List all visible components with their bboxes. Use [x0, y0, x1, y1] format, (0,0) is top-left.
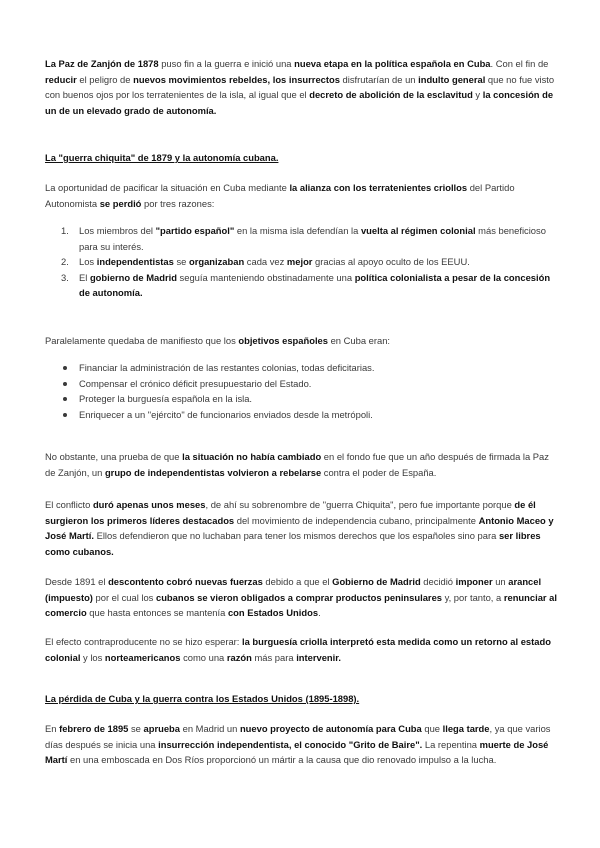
bullet-icon: [63, 366, 67, 370]
objective-text: Proteger la burguesía española en la isla.: [79, 393, 253, 405]
text-run: En: [45, 723, 60, 734]
paragraph-objetivos: [45, 333, 560, 349]
text-run: La oportunidad de pacificar la situación en Cuba mediante: [45, 182, 290, 193]
bold-phrase: descontento cobró nuevas fuerzas: [108, 576, 263, 587]
bold-phrase: insurrección independentista, el conocido "Grito de Baire".: [158, 738, 423, 750]
text-run: No obstante, una prueba de que: [45, 451, 183, 462]
bold-phrase: vuelta al régimen colonial: [360, 225, 476, 236]
paragraph-oportunidad: [45, 180, 560, 211]
text-run: se: [128, 723, 144, 734]
objective-item: [45, 407, 560, 423]
text-run: disfrutarían de un: [339, 73, 419, 85]
objective-item: [45, 376, 560, 392]
text-run: cada vez: [244, 256, 287, 268]
list-number: 1.: [61, 225, 69, 236]
reason-item: [45, 254, 560, 270]
text-run: más beneficioso para su interés.: [79, 225, 546, 252]
text-run: más para: [251, 651, 297, 663]
bullet-icon: [63, 413, 67, 417]
bold-phrase: decreto de abolición de la esclavitud: [309, 89, 473, 101]
bold-phrase: La Paz de Zanjón de 1878: [45, 58, 159, 69]
bold-phrase: de él surgieron los primeros líderes destacados: [45, 499, 536, 526]
bold-phrase: mejor: [286, 256, 313, 268]
bold-phrase: nuevo proyecto de autonomía para Cuba: [239, 723, 422, 734]
reason-item: [45, 270, 560, 301]
text-run: en el fondo fue que un año después de firmada la Paz de Zanjón, un: [45, 451, 549, 478]
bold-phrase: con Estados Unidos: [227, 607, 319, 619]
bold-phrase: indulto general: [418, 73, 486, 85]
bold-phrase: duró apenas unos meses: [92, 499, 206, 510]
text-run: en Cuba eran:: [327, 335, 391, 346]
text-run: que hasta entonces se mantenía: [86, 607, 228, 619]
text-run: en la misma isla defendían la: [234, 225, 361, 236]
bullet-icon: [63, 397, 67, 401]
bold-phrase: "partido español": [155, 225, 235, 236]
paragraph-no-obstante: [45, 449, 560, 480]
text-run: Desde 1891 el: [45, 576, 109, 587]
paragraph-paz-zanjon: [45, 56, 560, 118]
text-run: en Madrid un: [180, 723, 240, 734]
bold-phrase: Antonio Maceo y José Martí.: [45, 514, 554, 542]
text-run: .: [318, 607, 321, 619]
bold-phrase: la burguesía criolla interpretó esta medida como un retorno al estado colonial: [45, 636, 551, 663]
bold-phrase: Gobierno de Madrid: [332, 576, 421, 587]
text-run: . Con el fin de: [490, 58, 549, 69]
list-number: 3.: [61, 271, 69, 283]
paragraph-febrero-1895: [45, 721, 560, 768]
bold-phrase: organizaban: [188, 256, 245, 268]
paragraph-efecto: [45, 634, 560, 665]
bold-phrase: aprueba: [143, 723, 180, 734]
bold-phrase: imponer: [455, 576, 493, 587]
bold-phrase: la alianza con los terratenientes criollos: [289, 182, 468, 193]
section-heading-guerra-chiquita: La "guerra chiquita" de 1879 y la autonomía cubana.: [45, 152, 279, 163]
list-number: 2.: [61, 256, 69, 268]
text-run: decidió: [420, 576, 456, 587]
text-run: que: [421, 723, 443, 734]
text-run: del movimiento de independencia cubano, principalmente: [234, 514, 479, 526]
bold-phrase: reducir: [45, 73, 77, 85]
objective-text: Compensar el crónico déficit presupuestario del Estado.: [79, 377, 312, 389]
text-run: debido a que el: [262, 576, 333, 587]
bold-phrase: intervenir.: [296, 651, 341, 663]
text-run: en una emboscada en Dos Ríos proporcionó un mártir a la causa que dio renovado impulso a la lucha.: [67, 754, 497, 766]
bold-phrase: cubanos se vieron obligados a comprar productos peninsulares: [155, 591, 442, 603]
objective-text: Enriquecer a un "ejército" de funcionarios enviados desde la metrópoli.: [79, 408, 373, 420]
bold-phrase: febrero de 1895: [59, 723, 129, 734]
bold-phrase: nuevos movimientos rebeldes, los insurrectos: [133, 73, 340, 85]
text-run: gracias al apoyo oculto de los EEUU.: [312, 256, 470, 268]
bold-phrase: independentistas: [96, 256, 174, 268]
objective-text: Financiar la administración de las restantes colonias, todas deficitarias.: [79, 362, 375, 373]
text-run: , de ahí su sobrenombre de "guerra Chiquita", pero fue importante porque: [205, 499, 515, 510]
text-run: Los miembros del: [79, 225, 156, 236]
text-run: El: [79, 271, 90, 283]
text-run: El conflicto: [45, 499, 93, 510]
reason-item: [45, 223, 560, 254]
objective-item: [45, 360, 560, 376]
bold-phrase: nueva etapa en la política española en Cuba: [294, 58, 491, 69]
text-run: el peligro de: [76, 73, 134, 85]
text-run: y, por tanto, a: [442, 591, 504, 603]
text-run: Los: [79, 256, 97, 268]
bold-phrase: razón: [226, 651, 252, 663]
section-heading-perdida-cuba: La pérdida de Cuba y la guerra contra los Estados Unidos (1895-1898).: [45, 693, 360, 704]
text-run: Paralelamente quedaba de manifiesto que los: [45, 335, 239, 346]
paragraph-conflicto: [45, 497, 560, 559]
bold-phrase: grupo de independentistas volvieron a rebelarse: [104, 466, 322, 478]
text-run: se: [173, 256, 189, 268]
bold-phrase: gobierno de Madrid: [89, 271, 177, 283]
text-run: por tres razones:: [141, 197, 215, 209]
text-run: por el cual los: [92, 591, 156, 603]
objectives-list: [45, 360, 560, 422]
bold-phrase: renunciar al comercio: [45, 591, 557, 619]
bold-phrase: la concesión de un de un elevado grado de autonomía.: [45, 89, 554, 116]
reasons-list: [45, 223, 560, 301]
bold-phrase: arancel (impuesto): [45, 576, 542, 603]
bold-phrase: se perdió: [99, 197, 142, 209]
text-run: El efecto contraproducente no se hizo esperar:: [45, 636, 242, 647]
text-run: contra el poder de España.: [321, 466, 437, 478]
bold-phrase: ser libres como cubanos.: [45, 530, 541, 557]
text-run: puso fin a la guerra e inició una: [158, 58, 295, 69]
bold-phrase: llega tarde: [442, 723, 490, 734]
text-run: y: [472, 89, 483, 101]
text-run: , ya que varios días después se inicia una: [45, 723, 551, 750]
paragraph-arancel: [45, 574, 560, 621]
bold-phrase: la situación no había cambiado: [182, 451, 322, 462]
text-run: y los: [80, 651, 105, 663]
text-run: La repentina: [422, 738, 480, 750]
bold-phrase: política colonialista a pesar de la concesión de autonomía.: [79, 271, 551, 299]
text-run: como una: [180, 651, 227, 663]
bullet-icon: [63, 382, 67, 386]
text-run: que no fue visto con buenos ojos por los terratenientes de la isla, al igual que el: [45, 73, 555, 101]
bold-phrase: objetivos españoles: [238, 335, 328, 346]
bold-phrase: norteamericanos: [104, 651, 181, 663]
text-run: Ellos defendieron que no luchaban para tener los mismos derechos que los españoles sino para: [93, 530, 499, 542]
text-run: seguía manteniendo obstinadamente una: [176, 271, 355, 283]
text-run: del Partido Autonomista: [45, 182, 515, 209]
bold-phrase: muerte de José Martí: [45, 738, 549, 766]
text-run: un: [492, 576, 509, 587]
objective-item: [45, 391, 560, 407]
